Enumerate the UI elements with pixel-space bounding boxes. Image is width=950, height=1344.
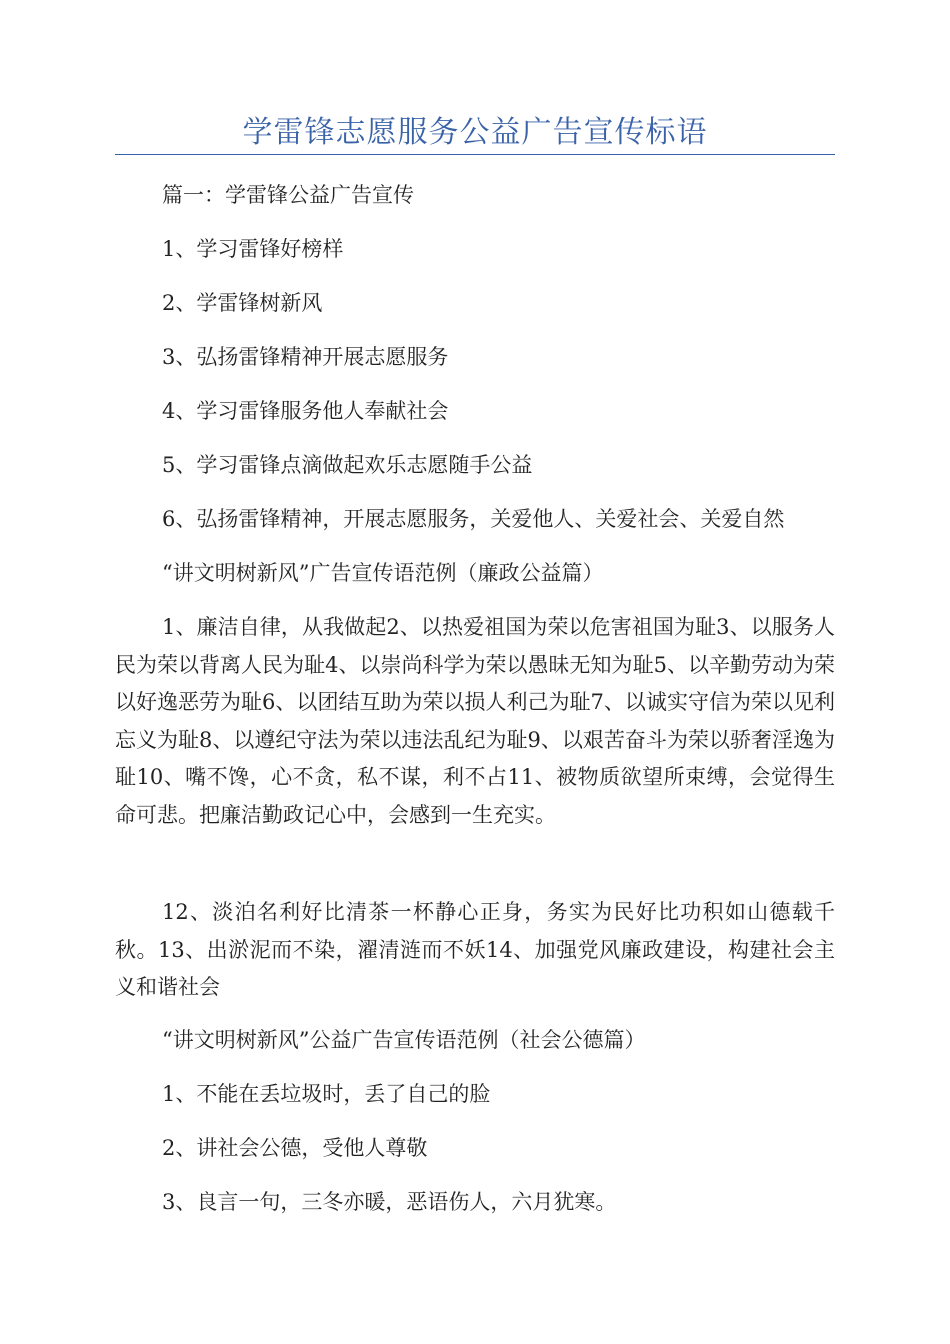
body-paragraph: 1、廉洁自律，从我做起2、以热爱祖国为荣以危害祖国为耻3、以服务人民为荣以背离人民为耻4、以崇尚科学为荣以愚昧无知为耻5、以辛勤劳动为荣以好逸恶劳为耻6、以团结互助为荣以损人利己为耻7、以诚实守信为荣以见利忘义为耻8、以遵纪守法为荣以违法乱纪为耻9、以艰苦奋斗为荣以骄奢淫逸为耻10、嘴不馋，心不贪，私不谋，利不占11、被物质欲望所束缚，会觉得生命可悲。把廉洁勤政记心中，会感到一生充实。 <box>115 615 835 827</box>
list-item: 3、良言一句，三冬亦暖，恶语伤人，六月犹寒。 <box>162 1190 617 1214</box>
list-item: 3、弘扬雷锋精神开展志愿服务 <box>162 345 449 369</box>
list-item: 2、讲社会公德，受他人尊敬 <box>162 1136 428 1160</box>
section-heading: 篇一：学雷锋公益广告宣传 <box>162 183 414 207</box>
body-paragraph: 12、淡泊名利好比清茶一杯静心正身，务实为民好比功积如山德载千秋。13、出淤泥而不染，濯清涟而不妖14、加强党风廉政建设，构建社会主义和谐社会 <box>115 900 835 999</box>
section-heading: “讲文明树新风”公益广告宣传语范例（社会公德篇） <box>162 1028 646 1052</box>
title-underline <box>115 154 835 155</box>
list-item: 5、学习雷锋点滴做起欢乐志愿随手公益 <box>162 453 533 477</box>
list-item: 1、不能在丢垃圾时，丢了自己的脸 <box>162 1082 491 1106</box>
section-heading: “讲文明树新风”广告宣传语范例（廉政公益篇） <box>162 561 604 585</box>
list-item: 4、学习雷锋服务他人奉献社会 <box>162 399 449 423</box>
list-item: 6、弘扬雷锋精神，开展志愿服务，关爱他人、关爱社会、关爱自然 <box>162 507 785 531</box>
list-item: 1、学习雷锋好榜样 <box>162 237 344 261</box>
list-item: 2、学雷锋树新风 <box>162 291 323 315</box>
document-title: 学雷锋志愿服务公益广告宣传标语 <box>242 115 708 150</box>
